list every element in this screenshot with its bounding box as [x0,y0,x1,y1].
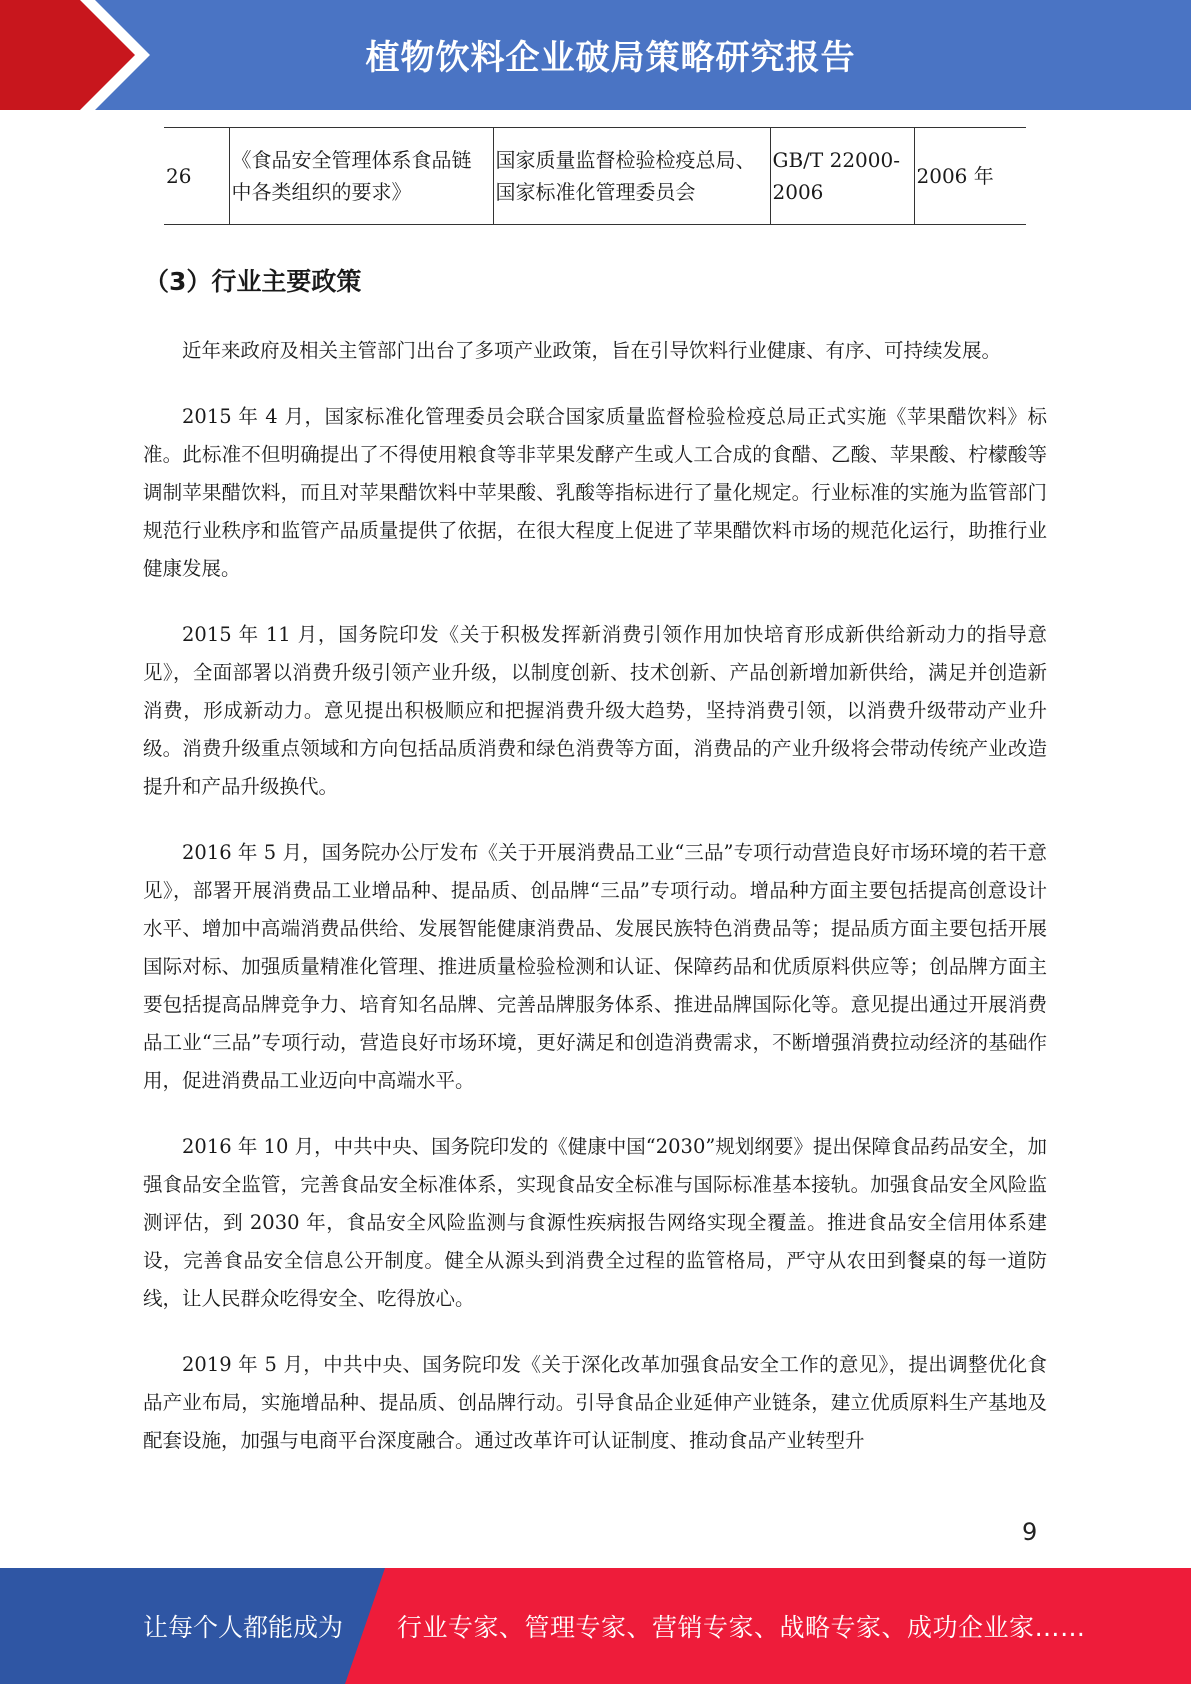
page-footer [0,1568,1191,1684]
page-header [0,0,1191,110]
footer-slogan-left: 让每个人都能成为 [143,1613,344,1642]
page-number: 9 [1022,1518,1038,1546]
row-number: 26 [164,128,229,225]
issue-year: 2006 年 [914,128,1026,225]
paragraph: 2015 年 11 月，国务院印发《关于积极发挥新消费引领作用加快培育形成新供给新动力的指导意见》，全面部署以消费升级引领产业升级，以制度创新、技术创新、产品创新增加新供给，满足并创造新消费，形成新动力。意见提出积极顺应和把握消费升级大趋势，坚持消费引领，以消费升级带动产业升级。消费升级重点领域和方向包括品质消费和绿色消费等方面，消费品的产业升级将会带动传统产业改造提升和产品升级换代。 [143,623,1047,798]
paragraph: 2016 年 10 月，中共中央、国务院印发的《健康中国“2030”规划纲要》提出保障食品药品安全，加强食品安全监管，完善食品安全标准体系，实现食品安全标准与国际标准基本接轨。加强食品安全风险监测评估，到 2030 年，食品安全风险监测与食源性疾病报告网络实现全覆盖。推进食品安全信用体系建设，完善食品安全信息公开制度。健全从源头到消费全过程的监管格局，严守从农田到餐桌的每一道防线，让人民群众吃得安全、吃得放心。 [143,1135,1047,1310]
table-row [164,128,1026,225]
issuing-authority: 国家质量监督检验检疫总局、国家标准化管理委员会 [493,128,770,225]
footer-slogan-right: 行业专家、管理专家、营销专家、战略专家、成功企业家…… [397,1613,1086,1642]
paragraph: 2016 年 5 月，国务院办公厅发布《关于开展消费品工业“三品”专项行动营造良好市场环境的若干意见》，部署开展消费品工业增品种、提品质、创品牌“三品”专项行动。增品种方面主要包括提高创意设计水平、增加中高端消费品供给、发展智能健康消费品、发展民族特色消费品等；提品质方面主要包括开展国际对标、加强质量精准化管理、推进质量检验检测和认证、保障药品和优质原料供应等；创品牌方面主要包括提高品牌竞争力、培育知名品牌、完善品牌服务体系、推进品牌国际化等。意见提出通过开展消费品工业“三品”专项行动，营造良好市场环境，更好满足和创造消费需求，不断增强消费拉动经济的基础作用，促进消费品工业迈向中高端水平。 [143,841,1047,1092]
standards-table [164,127,1026,225]
paragraph: 2019 年 5 月，中共中央、国务院印发《关于深化改革加强食品安全工作的意见》，提出调整优化食品产业布局，实施增品种、提品质、创品牌行动。引导食品企业延伸产业链条，建立优质原料生产基地及配套设施，加强与电商平台深度融合。通过改革许可认证制度、推动食品产业转型升 [143,1353,1047,1452]
paragraph: 2015 年 4 月，国家标准化管理委员会联合国家质量监督检验检疫总局正式实施《苹果醋饮料》标准。此标准不但明确提出了不得使用粮食等非苹果发酵产生或人工合成的食醋、乙酸、苹果酸、柠檬酸等调制苹果醋饮料，而且对苹果醋饮料中苹果酸、乳酸等指标进行了量化规定。行业标准的实施为监管部门规范行业秩序和监管产品质量提供了依据，在很大程度上促进了苹果醋饮料市场的规范化运行，助推行业健康发展。 [143,405,1047,580]
paragraph: 近年来政府及相关主管部门出台了多项产业政策，旨在引导饮料行业健康、有序、可持续发展。 [182,339,1002,362]
report-title: 植物饮料企业破局策略研究报告 [365,38,856,78]
body-text [143,332,1047,1488]
standard-code: GB/T 22000-2006 [770,128,914,225]
section-heading: （3）行业主要政策 [144,267,362,296]
standard-name: 《食品安全管理体系食品链中各类组织的要求》 [229,128,493,225]
